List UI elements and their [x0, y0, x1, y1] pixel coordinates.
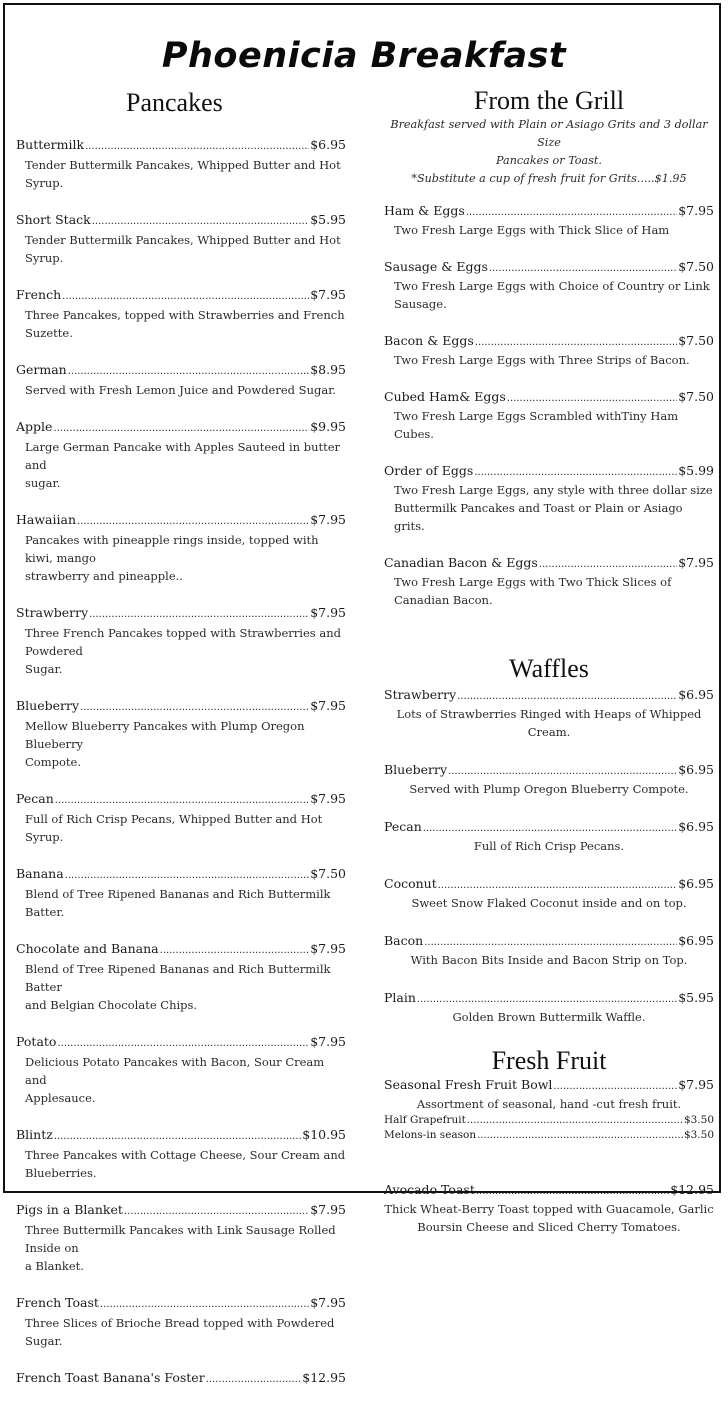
waffles-list — [384, 686, 714, 1026]
item-price: $5.95 — [310, 212, 346, 227]
item-price: $12.95 — [302, 1370, 346, 1385]
item-price: $12.95 — [670, 1182, 714, 1197]
item-description: sugar. — [25, 476, 61, 490]
right-column — [384, 86, 714, 1236]
item-description: Two Fresh Large Eggs with Thick Slice of Ham — [394, 223, 670, 237]
item-price: $8.95 — [310, 362, 346, 377]
item-name: Bacon — [384, 933, 424, 948]
item-price: $6.95 — [310, 137, 346, 152]
item-description: Two Fresh Large Eggs, any style with three dollar size — [394, 483, 713, 497]
item-price: $6.95 — [678, 933, 714, 948]
item-name: Blueberry — [384, 762, 448, 777]
menu-item — [16, 211, 346, 267]
item-description: Sweet Snow Flaked Coconut inside and on top. — [411, 896, 687, 910]
item-price: $7.95 — [310, 698, 346, 713]
grill-note-line: *Substitute a cup of fresh fruit for Grits.....$1.95 — [411, 172, 687, 185]
item-price: $7.95 — [310, 287, 346, 302]
menu-item — [16, 361, 346, 399]
item-price: $5.95 — [678, 990, 714, 1005]
menu-item — [16, 136, 346, 192]
item-price: $7.95 — [678, 555, 714, 570]
item-name: Strawberry — [384, 687, 457, 702]
item-price: $7.50 — [310, 866, 346, 881]
item-price: $7.95 — [310, 791, 346, 806]
item-description: Lots of Strawberries Ringed with Heaps of Whipped Cream. — [396, 707, 702, 739]
item-price: $6.95 — [678, 762, 714, 777]
item-name: Avocado Toast — [384, 1182, 475, 1197]
leader-dots — [68, 361, 309, 381]
item-name: French Toast — [16, 1295, 99, 1310]
grill-note-line: Pancakes or Toast. — [496, 154, 602, 167]
item-name: Banana — [16, 866, 64, 881]
item-price: $7.95 — [678, 1077, 714, 1092]
grill-list — [384, 202, 714, 609]
item-name: German — [16, 362, 67, 377]
leader-dots — [489, 258, 677, 277]
item-name: Coconut — [384, 876, 437, 891]
leader-dots — [124, 1201, 309, 1221]
item-description: Buttermilk Pancakes and Toast or Plain or Asiago grits. — [394, 501, 683, 533]
leader-dots — [160, 940, 310, 960]
item-name: Pecan — [384, 819, 422, 834]
menu-item — [384, 554, 714, 609]
item-name: Pigs in a Blanket — [16, 1202, 123, 1217]
item-name: Ham & Eggs — [384, 203, 465, 218]
item-name: Blueberry — [16, 698, 80, 713]
item-price: $7.95 — [310, 1034, 346, 1049]
item-name: Strawberry — [16, 605, 89, 620]
item-name: French — [16, 287, 62, 302]
pancakes-list — [16, 136, 346, 1389]
item-description: Served with Plump Oregon Blueberry Compote. — [409, 782, 689, 796]
leader-dots — [77, 511, 309, 531]
item-description: Pancakes with pineapple rings inside, topped with kiwi, mango — [25, 533, 319, 565]
item-price: $5.99 — [678, 463, 714, 478]
item-description: Large German Pancake with Apples Sauteed in butter and — [25, 440, 341, 472]
menu-item — [16, 418, 346, 492]
menu-item — [384, 989, 714, 1026]
leader-dots — [448, 761, 677, 780]
menu-item — [384, 818, 714, 855]
menu-item — [384, 761, 714, 798]
item-description: Three Pancakes, topped with Strawberries and French Suzette. — [25, 308, 345, 340]
leader-dots — [457, 686, 677, 705]
item-description: Three French Pancakes topped with Strawberries and Powdered — [25, 626, 341, 658]
leader-dots — [100, 1294, 309, 1314]
item-description: Assortment of seasonal, hand -cut fresh fruit. — [416, 1097, 682, 1111]
item-description: Full of Rich Crisp Pecans. — [473, 839, 625, 853]
item-price: $7.95 — [310, 605, 346, 620]
item-price: $7.95 — [678, 203, 714, 218]
menu-item — [16, 1369, 346, 1389]
leader-dots — [62, 286, 309, 306]
leader-dots — [477, 1128, 683, 1143]
item-description: Served with Fresh Lemon Juice and Powdered Sugar. — [25, 383, 337, 397]
leader-dots — [467, 1113, 683, 1128]
item-description: Two Fresh Large Eggs with Three Strips of Bacon. — [394, 353, 690, 367]
item-name: Potato — [16, 1034, 57, 1049]
item-name: Short Stack — [16, 212, 91, 227]
menu-item — [16, 865, 346, 921]
item-description: Three Buttermilk Pancakes with Link Sausage Rolled Inside on — [25, 1223, 336, 1255]
item-description: Two Fresh Large Eggs Scrambled withTiny Ham Cubes. — [394, 409, 679, 441]
menu-item — [16, 1294, 346, 1350]
menu-item — [16, 604, 346, 678]
leader-dots — [553, 1076, 677, 1095]
item-price: $6.95 — [678, 876, 714, 891]
item-name: Half Grapefruit — [384, 1114, 466, 1126]
item-description: Three Slices of Brioche Bread topped with Powdered Sugar. — [25, 1316, 335, 1348]
menu-item — [16, 790, 346, 846]
leader-dots — [423, 818, 677, 837]
grill-heading: From the Grill — [473, 86, 625, 115]
item-price: $7.95 — [310, 1202, 346, 1217]
menu-item — [16, 697, 346, 771]
item-description: Tender Buttermilk Pancakes, Whipped Butter and Hot Syrup. — [25, 158, 341, 190]
leader-dots — [424, 932, 677, 951]
item-description: With Bacon Bits Inside and Bacon Strip on Top. — [410, 953, 688, 967]
fruit-heading: Fresh Fruit — [491, 1046, 607, 1075]
leader-dots — [206, 1369, 302, 1389]
item-name: Sausage & Eggs — [384, 259, 488, 274]
item-price: $3.50 — [683, 1129, 714, 1141]
item-price: $6.95 — [678, 819, 714, 834]
item-price: $7.50 — [678, 333, 714, 348]
item-name: Pecan — [16, 791, 54, 806]
leader-dots — [539, 554, 677, 573]
menu-item — [384, 932, 714, 969]
item-name: Bacon & Eggs — [384, 333, 474, 348]
item-description: Blend of Tree Ripened Bananas and Rich Buttermilk Batter. — [25, 887, 331, 919]
menu-title: Phoenicia Breakfast — [161, 36, 567, 76]
menu-item — [16, 1126, 346, 1182]
item-description: Delicious Potato Pancakes with Bacon, Sour Cream and — [25, 1055, 325, 1087]
pancakes-column — [16, 88, 346, 1408]
item-price: $9.95 — [310, 419, 346, 434]
item-description: Compote. — [25, 755, 81, 769]
menu-item — [384, 686, 714, 741]
leader-dots — [89, 604, 309, 624]
item-description: Thick Wheat-Berry Toast topped with Guacamole, Garlic — [384, 1202, 714, 1216]
item-name: Blintz — [16, 1127, 53, 1142]
leader-dots — [80, 697, 309, 717]
item-description: and Belgian Chocolate Chips. — [25, 998, 198, 1012]
menu-item — [16, 1201, 346, 1275]
leader-dots — [57, 1033, 309, 1053]
menu-item-avocado-toast — [384, 1181, 714, 1236]
item-description: Blend of Tree Ripened Bananas and Rich Buttermilk Batter — [25, 962, 331, 994]
item-name: Cubed Ham& Eggs — [384, 389, 506, 404]
item-description: strawberry and pineapple.. — [25, 569, 183, 583]
menu-item — [16, 511, 346, 585]
item-name: Plain — [384, 990, 416, 1005]
leader-dots — [65, 865, 310, 885]
grill-note-line: Breakfast served with Plain or Asiago Grits and 3 dollar Size — [390, 118, 708, 149]
menu-item — [384, 258, 714, 313]
leader-dots — [474, 462, 677, 481]
item-name: Hawaiian — [16, 512, 77, 527]
item-name: French Toast Banana's Foster — [16, 1370, 205, 1385]
item-description: Mellow Blueberry Pancakes with Plump Oregon Blueberry — [25, 719, 305, 751]
item-description: Applesauce. — [25, 1091, 96, 1105]
leader-dots — [476, 1181, 669, 1200]
item-price: $7.95 — [310, 512, 346, 527]
menu-item-fruit-bowl — [384, 1076, 714, 1113]
item-name: Apple — [16, 419, 53, 434]
item-description: Blueberries. — [25, 1166, 97, 1180]
menu-item — [16, 286, 346, 342]
leader-dots — [438, 875, 677, 894]
item-name: Buttermilk — [16, 137, 85, 152]
item-name: Chocolate and Banana — [16, 941, 159, 956]
leader-dots — [417, 989, 677, 1008]
grill-note — [384, 116, 714, 188]
menu-item — [16, 1033, 346, 1107]
menu-item — [16, 940, 346, 1014]
item-description: a Blanket. — [25, 1259, 84, 1273]
menu-item-melons — [384, 1128, 714, 1143]
leader-dots — [85, 136, 309, 156]
menu-item — [384, 202, 714, 239]
menu-item — [384, 875, 714, 912]
item-price: $3.50 — [683, 1114, 714, 1126]
item-description: Boursin Cheese and Sliced Cherry Tomatoes. — [417, 1220, 681, 1234]
leader-dots — [55, 790, 309, 810]
item-description: Two Fresh Large Eggs with Choice of Country or Link Sausage. — [394, 279, 710, 311]
item-price: $7.95 — [310, 1295, 346, 1310]
menu-item-grapefruit — [384, 1113, 714, 1128]
menu-item — [384, 462, 714, 535]
waffles-heading: Waffles — [509, 654, 589, 683]
item-price: $10.95 — [302, 1127, 346, 1142]
leader-dots — [466, 202, 677, 221]
leader-dots — [92, 211, 309, 231]
item-price: $7.95 — [310, 941, 346, 956]
menu-item — [384, 388, 714, 443]
menu-item — [384, 332, 714, 369]
leader-dots — [475, 332, 677, 351]
item-description: Sugar. — [25, 662, 63, 676]
item-description: Three Pancakes with Cottage Cheese, Sour Cream and — [25, 1148, 346, 1162]
item-price: $6.95 — [678, 687, 714, 702]
pancakes-heading: Pancakes — [126, 88, 223, 117]
leader-dots — [54, 1126, 301, 1146]
item-description: Full of Rich Crisp Pecans, Whipped Butter and Hot Syrup. — [25, 812, 323, 844]
item-name: Melons-in season — [384, 1129, 477, 1141]
item-name: Seasonal Fresh Fruit Bowl — [384, 1077, 553, 1092]
item-price: $7.50 — [678, 259, 714, 274]
leader-dots — [507, 388, 677, 407]
item-name: Order of Eggs — [384, 463, 474, 478]
item-price: $7.50 — [678, 389, 714, 404]
leader-dots — [53, 418, 309, 438]
item-description: Two Fresh Large Eggs with Two Thick Slices of Canadian Bacon. — [394, 575, 672, 607]
item-name: Canadian Bacon & Eggs — [384, 555, 538, 570]
item-description: Golden Brown Buttermilk Waffle. — [452, 1010, 646, 1024]
item-description: Tender Buttermilk Pancakes, Whipped Butter and Hot Syrup. — [25, 233, 341, 265]
